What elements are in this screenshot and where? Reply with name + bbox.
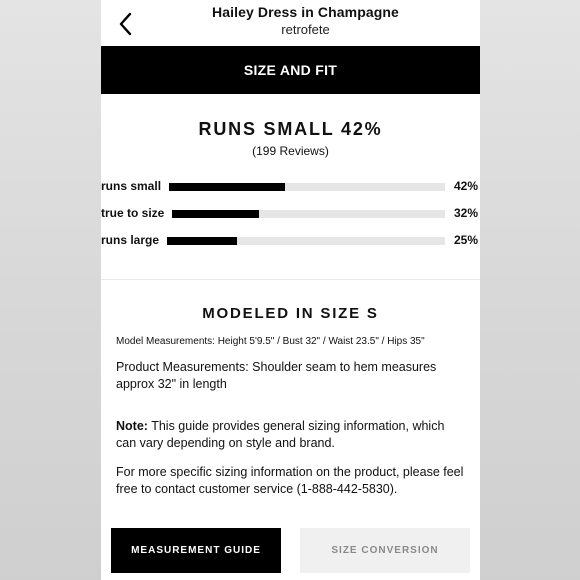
chevron-left-icon <box>113 10 139 38</box>
fit-bar-fill <box>167 237 237 245</box>
brand-name: retrofete <box>281 22 330 37</box>
fit-percent: 42% <box>453 179 478 193</box>
fit-percent: 25% <box>453 233 478 247</box>
size-conversion-button[interactable]: SIZE CONVERSION <box>300 528 470 573</box>
product-measurements: Product Measurements: Shoulder seam to hem measures approx 32" in length <box>116 360 437 391</box>
modeled-size-heading: MODELED IN SIZE S <box>202 305 379 322</box>
sizing-note <box>116 418 468 452</box>
fit-bar-fill <box>169 183 285 191</box>
fit-summary-headline: RUNS SMALL 42% <box>198 119 383 139</box>
fit-label: runs large <box>101 233 160 247</box>
fit-bar-track <box>172 210 445 218</box>
background-right <box>479 0 580 580</box>
fit-bar-track <box>169 183 445 191</box>
size-and-fit-banner: SIZE AND FIT <box>101 46 480 94</box>
fit-row-runs-small <box>101 178 480 194</box>
fit-percent: 32% <box>453 206 478 220</box>
background-left <box>0 0 101 580</box>
fit-label: runs small <box>101 179 162 193</box>
product-title: Hailey Dress in Champagne <box>212 4 399 20</box>
note-label: Note: <box>116 419 148 433</box>
fit-row-runs-large <box>101 232 480 248</box>
review-count: (199 Reviews) <box>252 144 329 158</box>
fit-bar-fill <box>172 210 259 218</box>
contact-info: For more specific sizing information on the product, please feel free to contact customer service (1-888-442-5830). <box>116 465 464 496</box>
model-measurements: Model Measurements: Height 5'9.5" / Bust 32" / Waist 23.5" / Hips 35" <box>116 336 425 347</box>
header <box>101 0 480 46</box>
fit-bar-track <box>167 237 445 245</box>
note-text: This guide provides general sizing information, which can vary depending on style and brand. <box>116 419 445 450</box>
back-button[interactable] <box>113 10 139 38</box>
fit-row-true-to-size <box>101 205 480 221</box>
fit-label: true to size <box>101 206 165 220</box>
size-fit-screen <box>101 0 480 580</box>
section-divider <box>101 279 480 280</box>
measurement-guide-button[interactable]: MEASUREMENT GUIDE <box>111 528 281 573</box>
